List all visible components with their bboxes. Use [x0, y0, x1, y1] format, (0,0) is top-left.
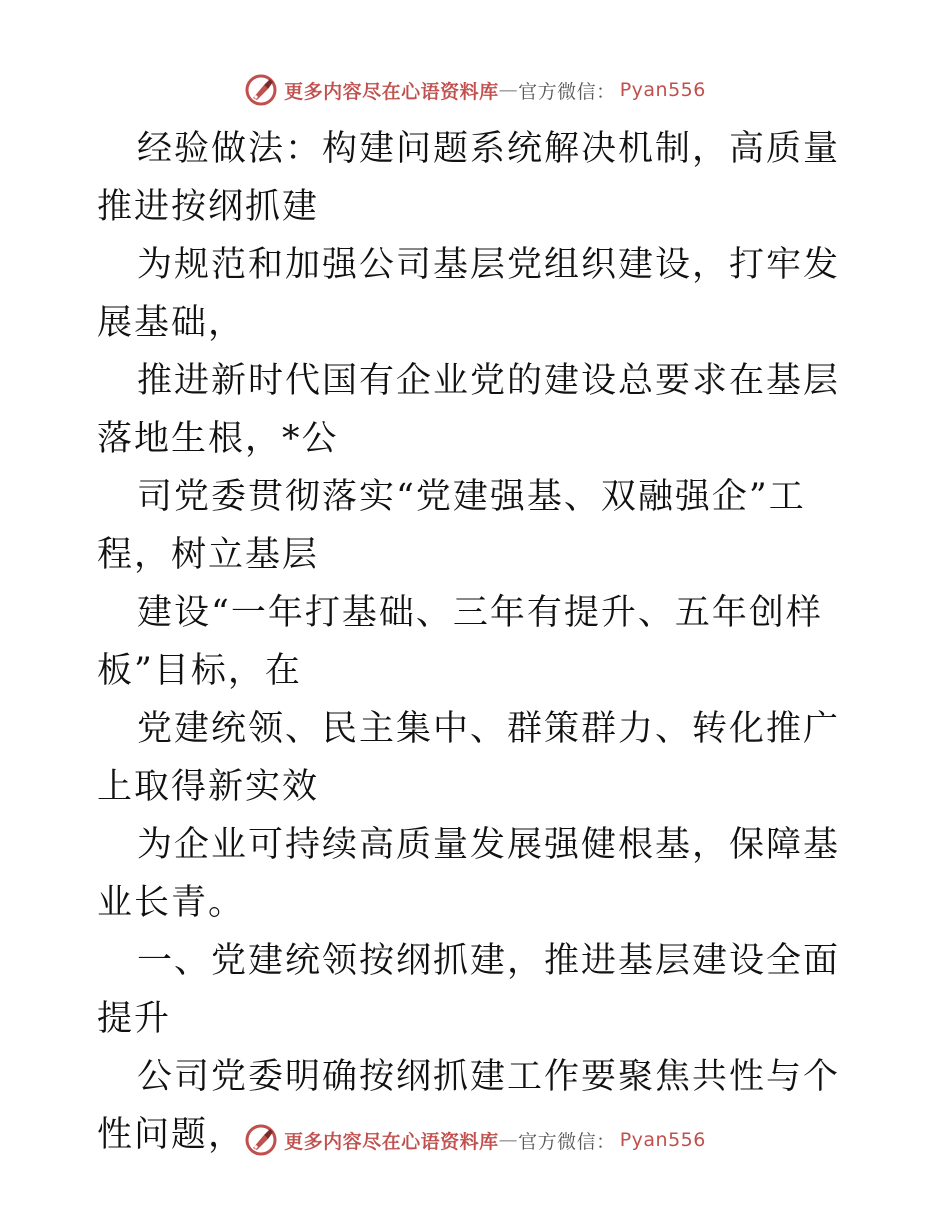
footer-banner — [0, 1120, 950, 1160]
pen-nib-circle-icon — [244, 1123, 278, 1157]
paragraph: 推进新时代国有企业党的建设总要求在基层落地生根，*公 — [97, 361, 841, 459]
banner-wechat-id: Pyan556 — [619, 79, 706, 101]
header-banner — [0, 70, 950, 110]
banner-dash: — — [498, 1129, 519, 1151]
banner-wechat-label: 官方微信： — [518, 1130, 616, 1153]
pen-nib-circle-icon — [244, 73, 278, 107]
paragraph: 建设“一年打基础、三年有提升、五年创样板”目标，在 — [97, 593, 823, 691]
paragraph: 为企业可持续高质量发展强健根基，保障基业长青。 — [97, 825, 841, 923]
paragraph: 党建统领、民主集中、群策群力、转化推广上取得新实效 — [97, 709, 841, 807]
banner-wechat-label: 官方微信： — [518, 80, 616, 103]
banner-wechat-id: Pyan556 — [619, 1129, 706, 1151]
document-body — [97, 120, 857, 1164]
banner-main-text: 更多内容尽在心语资料库 — [284, 1130, 499, 1153]
paragraph: 司党委贯彻落实“党建强基、双融强企”工程，树立基层 — [97, 477, 806, 575]
banner-dash: — — [498, 79, 519, 101]
section-heading: 一、党建统领按纲抓建，推进基层建设全面提升 — [97, 941, 841, 1039]
paragraph-title: 经验做法：构建问题系统解决机制，高质量推进按纲抓建 — [97, 129, 841, 227]
banner-main-text: 更多内容尽在心语资料库 — [284, 80, 499, 103]
paragraph: 为规范和加强公司基层党组织建设，打牢发展基础， — [97, 245, 841, 343]
paragraph: 公司党委明确按纲抓建工作要聚焦共性与个性问题， — [97, 1057, 841, 1155]
